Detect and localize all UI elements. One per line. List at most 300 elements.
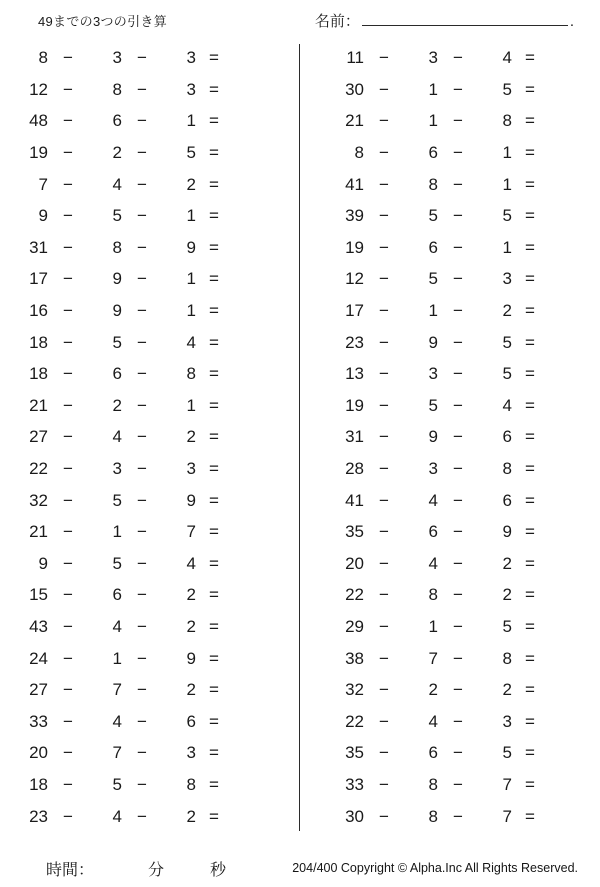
problem-row (330, 705, 586, 737)
minus-icon: − (453, 616, 463, 636)
operand-c: 2 (186, 174, 196, 194)
minus-icon: − (379, 427, 389, 447)
operand-b: 7 (112, 743, 122, 763)
equals-icon: = (209, 490, 219, 510)
operand-a: 20 (29, 743, 48, 763)
minus-icon: − (379, 490, 389, 510)
problem-row (330, 263, 586, 295)
operand-a: 21 (29, 395, 48, 415)
minus-icon: − (453, 680, 463, 700)
operand-a: 21 (29, 522, 48, 542)
minus-icon: − (63, 490, 73, 510)
operand-b: 8 (112, 237, 122, 257)
minus-icon: − (453, 237, 463, 257)
operand-c: 9 (502, 522, 512, 542)
minus-icon: − (453, 174, 463, 194)
minus-icon: − (379, 553, 389, 573)
operand-c: 7 (502, 806, 512, 826)
minus-icon: − (137, 459, 147, 479)
operand-b: 9 (112, 269, 122, 289)
minus-icon: − (137, 174, 147, 194)
equals-icon: = (525, 364, 535, 384)
minus-icon: − (379, 301, 389, 321)
minus-icon: − (379, 522, 389, 542)
operand-a: 18 (29, 364, 48, 384)
name-suffix: . (569, 13, 574, 30)
minus-icon: − (137, 364, 147, 384)
minus-icon: − (137, 522, 147, 542)
problem-row (330, 611, 586, 643)
operand-a: 41 (345, 174, 364, 194)
operand-b: 2 (112, 395, 122, 415)
problem-row (330, 200, 586, 232)
equals-icon: = (525, 459, 535, 479)
name-field-area (315, 8, 586, 31)
operand-c: 8 (502, 459, 512, 479)
minus-icon: − (63, 711, 73, 731)
minus-icon: − (63, 648, 73, 668)
minus-icon: − (63, 459, 73, 479)
equals-icon: = (525, 680, 535, 700)
operand-a: 18 (29, 774, 48, 794)
problem-row (330, 326, 586, 358)
page-header (14, 8, 586, 38)
minus-icon: − (63, 395, 73, 415)
problem-row (14, 769, 280, 801)
problem-row (330, 42, 586, 74)
operand-c: 1 (186, 301, 196, 321)
operand-a: 31 (345, 427, 364, 447)
equals-icon: = (209, 332, 219, 352)
minus-icon: − (137, 269, 147, 289)
minus-icon: − (379, 111, 389, 131)
equals-icon: = (525, 332, 535, 352)
operand-a: 32 (345, 680, 364, 700)
problem-row (330, 453, 586, 485)
time-record-area (18, 857, 226, 880)
operand-c: 1 (186, 111, 196, 131)
operand-c: 2 (502, 301, 512, 321)
operand-b: 2 (428, 680, 438, 700)
problem-row (14, 548, 280, 580)
minus-icon: − (137, 48, 147, 68)
problem-row (330, 579, 586, 611)
operand-a: 17 (29, 269, 48, 289)
equals-icon: = (209, 111, 219, 131)
operand-a: 33 (29, 711, 48, 731)
operand-b: 6 (428, 743, 438, 763)
minus-icon: − (63, 585, 73, 605)
operand-c: 5 (502, 332, 512, 352)
minus-icon: − (137, 553, 147, 573)
problem-row (14, 642, 280, 674)
operand-a: 23 (29, 806, 48, 826)
minutes-label: 分 (148, 861, 165, 879)
minus-icon: − (379, 616, 389, 636)
equals-icon: = (525, 711, 535, 731)
operand-a: 7 (38, 174, 48, 194)
minus-icon: − (137, 711, 147, 731)
operand-b: 5 (428, 395, 438, 415)
minus-icon: − (379, 774, 389, 794)
problem-row (14, 421, 280, 453)
problem-row (14, 579, 280, 611)
minus-icon: − (379, 332, 389, 352)
operand-b: 6 (428, 522, 438, 542)
operand-c: 4 (502, 395, 512, 415)
problem-row (14, 737, 280, 769)
equals-icon: = (209, 79, 219, 99)
problem-column-left (14, 42, 300, 853)
minus-icon: − (379, 237, 389, 257)
operand-c: 3 (502, 711, 512, 731)
problem-row (14, 705, 280, 737)
operand-a: 30 (345, 79, 364, 99)
problem-row (14, 137, 280, 169)
minus-icon: − (63, 774, 73, 794)
page-footer (14, 853, 586, 887)
equals-icon: = (209, 711, 219, 731)
time-label: 時間： (46, 861, 95, 879)
problem-row (330, 548, 586, 580)
minus-icon: − (63, 269, 73, 289)
minus-icon: − (379, 743, 389, 763)
minus-icon: − (379, 364, 389, 384)
equals-icon: = (209, 616, 219, 636)
operand-a: 19 (345, 237, 364, 257)
minus-icon: − (453, 269, 463, 289)
operand-b: 4 (428, 490, 438, 510)
minus-icon: − (379, 711, 389, 731)
problem-row (330, 390, 586, 422)
operand-c: 1 (186, 269, 196, 289)
equals-icon: = (525, 48, 535, 68)
minus-icon: − (453, 490, 463, 510)
minus-icon: − (379, 48, 389, 68)
minus-icon: − (137, 427, 147, 447)
minus-icon: − (379, 143, 389, 163)
operand-c: 6 (186, 711, 196, 731)
minus-icon: − (453, 459, 463, 479)
operand-c: 5 (502, 79, 512, 99)
equals-icon: = (209, 364, 219, 384)
operand-c: 8 (502, 648, 512, 668)
operand-a: 43 (29, 616, 48, 636)
equals-icon: = (525, 553, 535, 573)
operand-b: 5 (112, 490, 122, 510)
operand-c: 8 (186, 774, 196, 794)
operand-b: 8 (428, 585, 438, 605)
operand-a: 23 (345, 332, 364, 352)
minus-icon: − (137, 680, 147, 700)
operand-c: 2 (502, 680, 512, 700)
operand-b: 6 (428, 143, 438, 163)
problem-row (14, 484, 280, 516)
minus-icon: − (453, 806, 463, 826)
problem-row (330, 137, 586, 169)
equals-icon: = (209, 301, 219, 321)
minus-icon: − (137, 743, 147, 763)
operand-c: 2 (186, 585, 196, 605)
equals-icon: = (209, 522, 219, 542)
equals-icon: = (525, 111, 535, 131)
name-input-line[interactable] (362, 8, 568, 26)
minus-icon: − (379, 585, 389, 605)
operand-b: 1 (428, 111, 438, 131)
operand-a: 48 (29, 111, 48, 131)
equals-icon: = (209, 774, 219, 794)
problem-row (330, 800, 586, 832)
operand-b: 1 (112, 648, 122, 668)
equals-icon: = (525, 395, 535, 415)
equals-icon: = (209, 806, 219, 826)
minus-icon: − (137, 490, 147, 510)
minus-icon: − (137, 806, 147, 826)
minus-icon: − (453, 743, 463, 763)
problem-row (330, 74, 586, 106)
operand-a: 18 (29, 332, 48, 352)
operand-b: 5 (112, 774, 122, 794)
operand-a: 28 (345, 459, 364, 479)
operand-b: 9 (428, 427, 438, 447)
minus-icon: − (137, 301, 147, 321)
problem-row (14, 74, 280, 106)
minus-icon: − (63, 553, 73, 573)
operand-a: 13 (345, 364, 364, 384)
problem-row (330, 516, 586, 548)
minus-icon: − (453, 395, 463, 415)
operand-c: 2 (186, 616, 196, 636)
equals-icon: = (209, 427, 219, 447)
operand-a: 12 (345, 269, 364, 289)
problem-row (330, 674, 586, 706)
minus-icon: − (379, 174, 389, 194)
minus-icon: − (63, 143, 73, 163)
minus-icon: − (453, 553, 463, 573)
equals-icon: = (209, 143, 219, 163)
minus-icon: − (453, 332, 463, 352)
equals-icon: = (525, 616, 535, 636)
problem-row (330, 737, 586, 769)
operand-a: 29 (345, 616, 364, 636)
operand-c: 5 (186, 143, 196, 163)
operand-b: 1 (428, 616, 438, 636)
operand-a: 15 (29, 585, 48, 605)
operand-a: 33 (345, 774, 364, 794)
problem-column-right (300, 42, 586, 853)
operand-b: 6 (112, 111, 122, 131)
equals-icon: = (209, 174, 219, 194)
operand-c: 3 (186, 48, 196, 68)
minus-icon: − (63, 522, 73, 542)
operand-a: 27 (29, 427, 48, 447)
operand-b: 8 (112, 79, 122, 99)
problem-row (14, 263, 280, 295)
equals-icon: = (209, 48, 219, 68)
operand-b: 7 (428, 648, 438, 668)
problem-row (14, 800, 280, 832)
equals-icon: = (525, 143, 535, 163)
operand-c: 2 (502, 585, 512, 605)
problem-row (14, 200, 280, 232)
operand-a: 22 (345, 585, 364, 605)
operand-c: 4 (186, 332, 196, 352)
equals-icon: = (525, 806, 535, 826)
minus-icon: − (453, 143, 463, 163)
equals-icon: = (525, 174, 535, 194)
equals-icon: = (209, 680, 219, 700)
problem-row (330, 168, 586, 200)
minus-icon: − (63, 79, 73, 99)
operand-c: 3 (502, 269, 512, 289)
operand-c: 3 (186, 459, 196, 479)
minus-icon: − (63, 111, 73, 131)
operand-c: 5 (502, 206, 512, 226)
operand-b: 5 (428, 206, 438, 226)
problem-row (330, 421, 586, 453)
minus-icon: − (137, 206, 147, 226)
operand-a: 16 (29, 301, 48, 321)
operand-b: 5 (428, 269, 438, 289)
problem-row (330, 232, 586, 264)
equals-icon: = (525, 490, 535, 510)
problem-row (14, 516, 280, 548)
operand-b: 5 (112, 332, 122, 352)
equals-icon: = (525, 743, 535, 763)
operand-c: 1 (502, 143, 512, 163)
operand-a: 19 (29, 143, 48, 163)
operand-c: 5 (502, 616, 512, 636)
operand-b: 3 (428, 364, 438, 384)
operand-c: 1 (502, 237, 512, 257)
operand-b: 2 (112, 143, 122, 163)
equals-icon: = (525, 427, 535, 447)
operand-a: 17 (345, 301, 364, 321)
minus-icon: − (63, 237, 73, 257)
minus-icon: − (379, 79, 389, 99)
equals-icon: = (209, 206, 219, 226)
equals-icon: = (525, 774, 535, 794)
problem-row (330, 484, 586, 516)
minus-icon: − (137, 332, 147, 352)
operand-c: 1 (186, 395, 196, 415)
column-divider (299, 44, 300, 831)
operand-b: 4 (112, 806, 122, 826)
operand-c: 3 (186, 743, 196, 763)
equals-icon: = (525, 648, 535, 668)
minus-icon: − (137, 616, 147, 636)
operand-b: 1 (428, 301, 438, 321)
operand-c: 9 (186, 490, 196, 510)
operand-b: 4 (428, 553, 438, 573)
operand-b: 5 (112, 553, 122, 573)
operand-a: 38 (345, 648, 364, 668)
minus-icon: − (137, 395, 147, 415)
problem-row (14, 358, 280, 390)
operand-b: 4 (112, 427, 122, 447)
problem-row (330, 642, 586, 674)
minus-icon: − (63, 743, 73, 763)
operand-b: 8 (428, 174, 438, 194)
minus-icon: − (453, 364, 463, 384)
operand-b: 3 (112, 48, 122, 68)
operand-c: 7 (502, 774, 512, 794)
operand-a: 35 (345, 522, 364, 542)
operand-a: 22 (345, 711, 364, 731)
problem-row (14, 42, 280, 74)
problem-row (14, 453, 280, 485)
problem-row (14, 105, 280, 137)
equals-icon: = (209, 395, 219, 415)
equals-icon: = (525, 237, 535, 257)
operand-a: 19 (345, 395, 364, 415)
equals-icon: = (525, 301, 535, 321)
operand-a: 8 (38, 48, 48, 68)
operand-a: 8 (354, 143, 364, 163)
operand-b: 5 (112, 206, 122, 226)
operand-c: 8 (186, 364, 196, 384)
operand-b: 4 (112, 616, 122, 636)
minus-icon: − (137, 585, 147, 605)
equals-icon: = (209, 553, 219, 573)
minus-icon: − (453, 585, 463, 605)
operand-c: 6 (502, 490, 512, 510)
operand-c: 2 (186, 427, 196, 447)
minus-icon: − (453, 111, 463, 131)
operand-b: 6 (428, 237, 438, 257)
minus-icon: − (63, 364, 73, 384)
minus-icon: − (137, 648, 147, 668)
minus-icon: − (379, 648, 389, 668)
equals-icon: = (209, 648, 219, 668)
operand-a: 9 (38, 553, 48, 573)
equals-icon: = (209, 743, 219, 763)
operand-c: 1 (186, 206, 196, 226)
operand-b: 1 (112, 522, 122, 542)
operand-b: 4 (428, 711, 438, 731)
minus-icon: − (379, 206, 389, 226)
equals-icon: = (525, 79, 535, 99)
minus-icon: − (379, 459, 389, 479)
minus-icon: − (453, 427, 463, 447)
minus-icon: − (63, 680, 73, 700)
operand-b: 6 (112, 585, 122, 605)
operand-b: 7 (112, 680, 122, 700)
minus-icon: − (453, 301, 463, 321)
operand-a: 32 (29, 490, 48, 510)
operand-b: 3 (112, 459, 122, 479)
minus-icon: − (137, 79, 147, 99)
minus-icon: − (453, 774, 463, 794)
minus-icon: − (63, 174, 73, 194)
minus-icon: − (137, 774, 147, 794)
operand-b: 3 (428, 459, 438, 479)
minus-icon: − (453, 206, 463, 226)
problem-row (14, 295, 280, 327)
problem-row (330, 295, 586, 327)
operand-c: 2 (186, 680, 196, 700)
minus-icon: − (379, 269, 389, 289)
minus-icon: − (379, 806, 389, 826)
problem-body (14, 38, 586, 853)
operand-b: 9 (112, 301, 122, 321)
minus-icon: − (379, 680, 389, 700)
problem-row (330, 769, 586, 801)
operand-c: 9 (186, 237, 196, 257)
operand-b: 9 (428, 332, 438, 352)
operand-a: 24 (29, 648, 48, 668)
equals-icon: = (209, 585, 219, 605)
